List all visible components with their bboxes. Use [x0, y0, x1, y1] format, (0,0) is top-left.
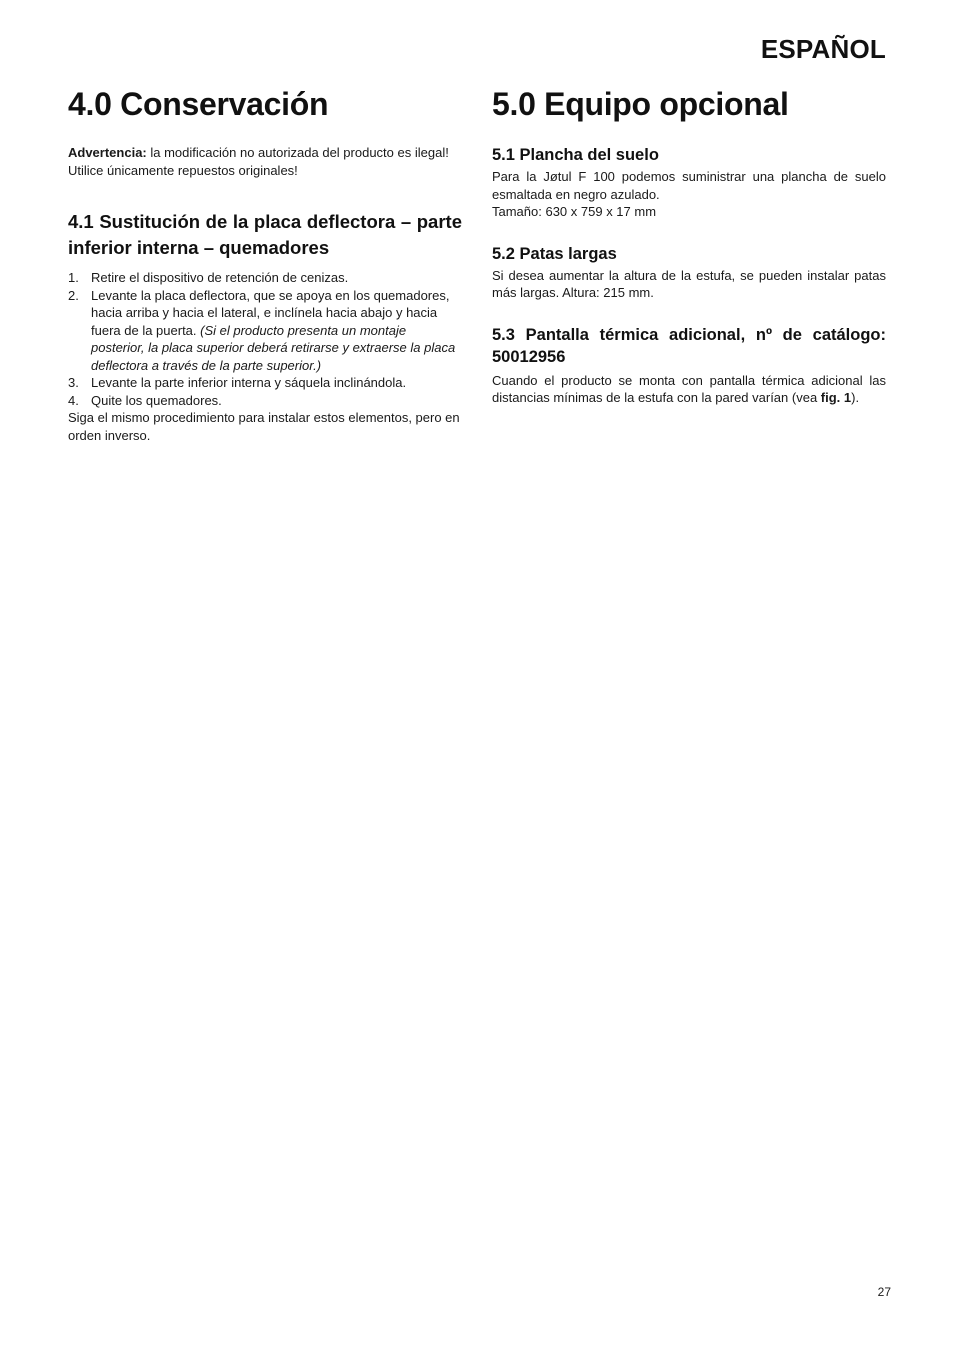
- step-text: Quite los quemadores.: [91, 392, 222, 408]
- subsection-5-1: [492, 144, 886, 221]
- step-text: Levante la placa deflectora, que se apoya en los quemadores, hacia arriba y hacia el lateral, e inclínela hacia abajo y hacia fuera de la puerta.: [91, 287, 450, 338]
- list-item: [68, 269, 462, 287]
- subsection-title-4-1: 4.1 Sustitución de la placa deflectora – parte inferior interna – quemadores: [68, 211, 462, 258]
- list-item: [68, 392, 462, 410]
- section-title-conservacion: 4.0 Conservación: [68, 86, 329, 122]
- heat-shield-text-end: ).: [851, 390, 860, 405]
- subsection-text-5-1: Para la Jøtul F 100 podemos suministrar una plancha de suelo esmaltada en negro azulado.: [492, 169, 886, 202]
- subsection-4-1: [68, 209, 462, 444]
- warning-paragraph: [68, 144, 462, 179]
- subsection-title-5-1: 5.1 Plancha del suelo: [492, 146, 659, 164]
- page-number: 27: [877, 1285, 891, 1299]
- subsection-text-5-2: Si desea aumentar la altura de la estufa, se pueden instalar patas más largas. Altura: 215 mm.: [492, 267, 886, 300]
- subsection-text-5-3: [492, 372, 886, 407]
- step-text: Retire el dispositivo de retención de cenizas.: [91, 270, 349, 285]
- step-note: (Si el producto presenta un montaje posterior, la placa superior deberá retirarse y extraerse la placa deflectora a través de la parte superior.): [91, 322, 456, 373]
- step-number: 4.: [68, 392, 79, 408]
- subsection-title-5-2: 5.2 Patas largas: [492, 244, 617, 263]
- heat-shield-text: Cuando el producto se monta con pantalla térmica adicional las distancias mínimas de la estufa con la pared varían (vea: [492, 372, 886, 405]
- section-conservacion: [68, 82, 462, 444]
- language-label: ESPAÑOL: [760, 34, 886, 64]
- step-number: 3.: [68, 375, 79, 390]
- steps-list: [68, 269, 462, 409]
- section-title-equipo: 5.0 Equipo opcional: [492, 86, 789, 122]
- closing-paragraph: Siga el mismo procedimiento para instalar estos elementos, pero en orden inverso.: [68, 410, 460, 443]
- step-number: 2.: [68, 287, 79, 303]
- subsection-5-2: [492, 243, 886, 302]
- floor-plate-size: Tamaño: 630 x 759 x 17 mm: [492, 204, 657, 219]
- list-item: [68, 287, 462, 375]
- step-number: 1.: [68, 270, 79, 285]
- figure-reference: fig. 1: [820, 390, 852, 405]
- warning-text: la modificación no autorizada del producto es ilegal! Utilice únicamente repuestos originales!: [68, 145, 449, 178]
- subsection-title-5-3: 5.3 Pantalla térmica adicional, nº de catálogo: 50012956: [492, 325, 886, 366]
- section-equipo-opcional: [492, 82, 886, 429]
- step-text: Levante la parte inferior interna y sáquela inclinándola.: [91, 375, 407, 390]
- list-item: [68, 374, 462, 392]
- subsection-5-3: [492, 324, 886, 407]
- warning-label: Advertencia:: [68, 145, 147, 160]
